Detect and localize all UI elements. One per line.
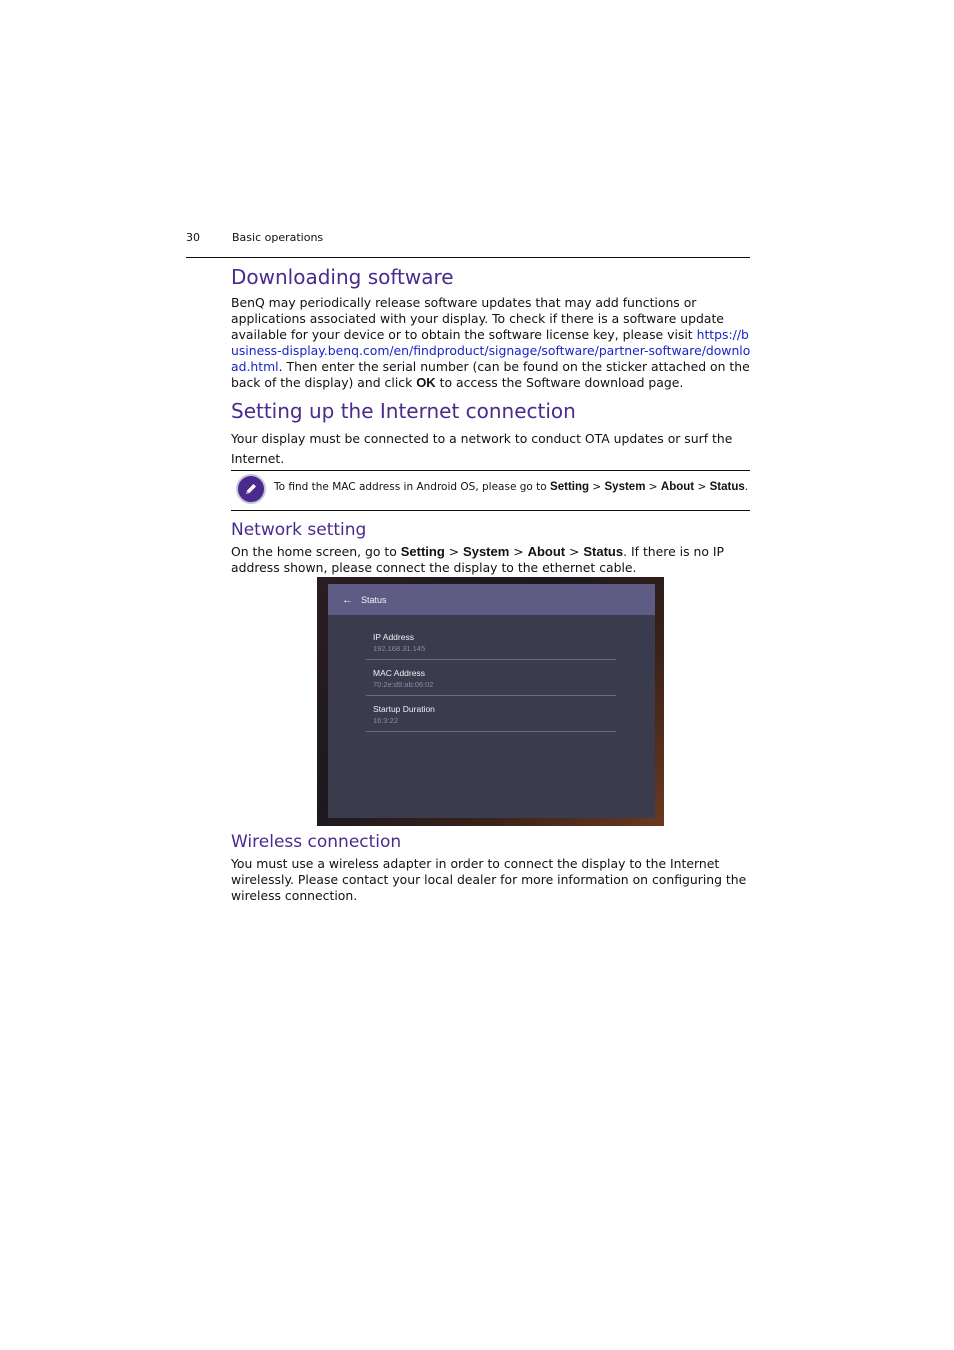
note-end: . (744, 481, 749, 493)
internet-title: Setting up the Internet connection (231, 399, 576, 423)
network-title: Network setting (231, 520, 367, 540)
note-system: System (604, 481, 646, 493)
downloading-text-3: to access the Software download page. (435, 375, 684, 390)
downloading-text-2: . Then enter the serial number (can be found on the sticker attached on the back of the display) and click (231, 359, 750, 390)
network-system: System (463, 544, 510, 559)
status-panel (328, 584, 655, 818)
header-rule (186, 257, 750, 258)
note-sep: > (645, 481, 661, 493)
item-label: IP Address (373, 632, 414, 642)
note-bottom-rule (231, 510, 750, 511)
item-value: 70:2e:d9:ab:06:02 (373, 680, 434, 689)
item-value: 16:3:22 (373, 716, 399, 725)
pencil-icon (236, 474, 266, 504)
note-about: About (660, 481, 695, 493)
item-label: MAC Address (373, 668, 425, 678)
ok-label: OK (416, 375, 436, 390)
note-sep: > (694, 481, 710, 493)
network-sep: > (444, 544, 464, 559)
network-suffix: . If there is no IP address shown, please connect the display to the ethernet cable. (231, 544, 724, 575)
network-paragraph (231, 544, 751, 576)
network-prefix: On the home screen, go to (231, 544, 401, 559)
network-setting: Setting (400, 544, 445, 559)
running-head: Basic operations (232, 231, 324, 244)
downloading-paragraph (231, 295, 751, 391)
status-screenshot (317, 577, 664, 826)
arrow-left-icon[interactable]: ← (342, 593, 353, 606)
status-header-title: Status (361, 594, 387, 605)
note-top-rule (231, 470, 750, 471)
note-setting: Setting (550, 481, 590, 493)
network-sep: > (565, 544, 584, 559)
note-text (274, 481, 748, 493)
wireless-title: Wireless connection (231, 832, 402, 852)
network-about: About (527, 544, 566, 559)
internet-paragraph: Your display must be connected to a network to conduct OTA updates or surf the Internet. (231, 431, 733, 466)
network-status: Status (583, 544, 624, 559)
wireless-paragraph: You must use a wireless adapter in order to connect the display to the Internet wirelessly. Please contact your local dealer for more information on configuring the wireless connection. (231, 856, 747, 903)
item-value: 192.168.31.145 (373, 644, 426, 653)
note-sep: > (589, 481, 605, 493)
page-number: 30 (186, 231, 200, 244)
item-label: Startup Duration (373, 704, 435, 714)
network-sep: > (509, 544, 528, 559)
note-prefix: To find the MAC address in Android OS, please go to (274, 481, 551, 493)
download-link[interactable]: https://business-display.benq.com/en/findproduct/signage/software/partner-software/download.html (231, 327, 751, 374)
list-item[interactable] (366, 624, 616, 660)
status-header (328, 584, 655, 615)
downloading-title: Downloading software (231, 265, 454, 289)
list-item[interactable] (366, 660, 616, 696)
note-status: Status (709, 481, 745, 493)
downloading-text: BenQ may periodically release software updates that may add functions or applications associated with your display. To check if there is a software update available for your device or to obtain the software license key, please visit (231, 295, 724, 342)
list-item[interactable] (366, 696, 616, 732)
